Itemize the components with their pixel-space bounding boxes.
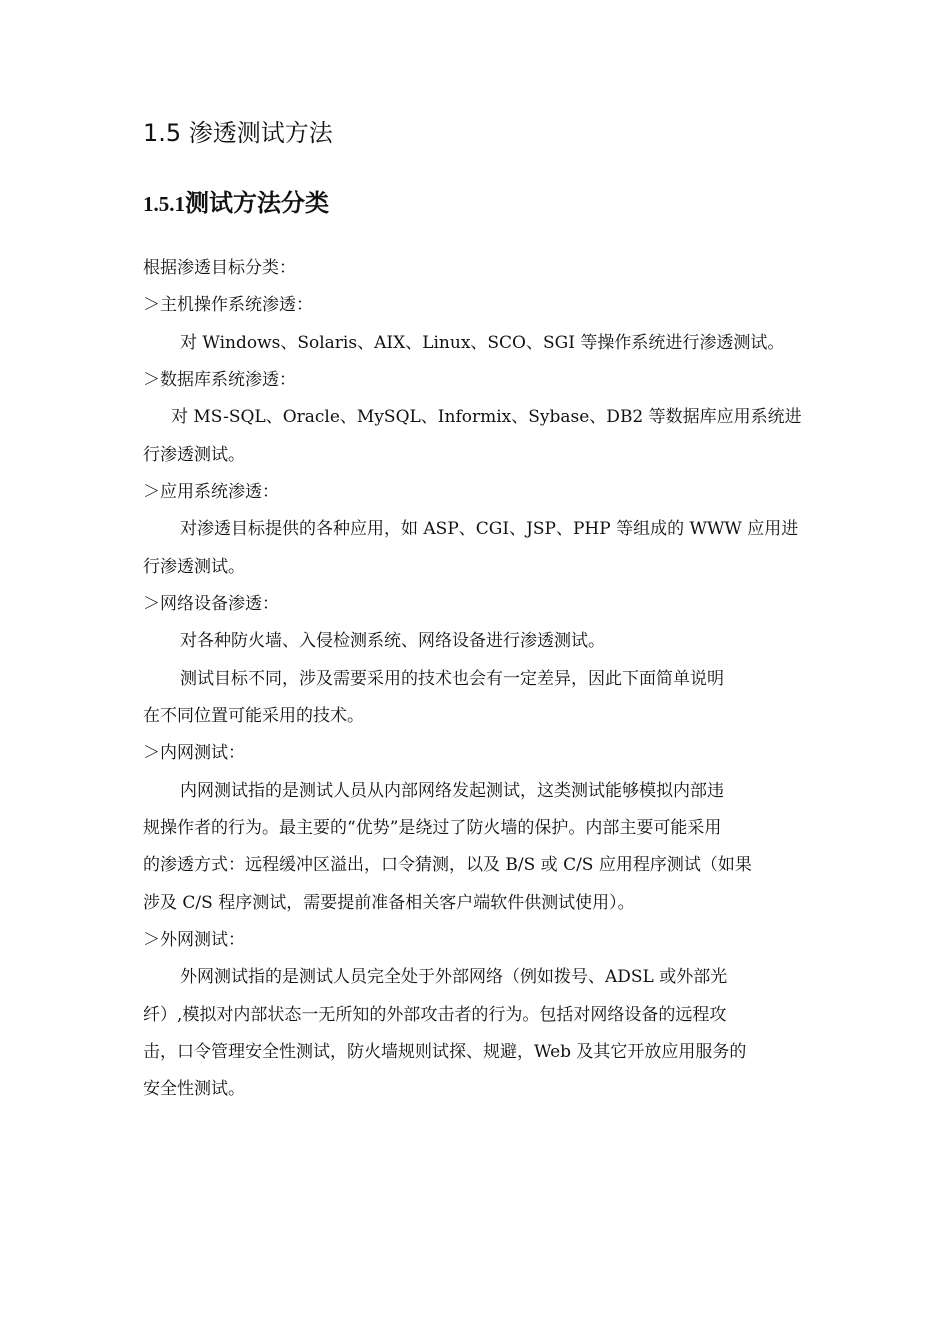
paragraph-line: 行渗透测试。 [143, 557, 245, 577]
paragraph-line: 击，口令管理安全性测试，防火墙规则试探、规避，Web 及其它开放应用服务的 [143, 1042, 747, 1062]
paragraph-line: 对 MS-SQL、Oracle、MySQL、Informix、Sybase、DB2 等数据库应用系统进 [171, 407, 802, 427]
paragraph-line: 对渗透目标提供的各种应用，如 ASP、CGI、JSP、PHP 等组成的 WWW 应用进 [180, 519, 799, 539]
list-heading-external-test: ＞外网测试： [143, 930, 245, 950]
list-heading-host-os: ＞主机操作系统渗透： [143, 295, 313, 315]
paragraph-line: 根据渗透目标分类： [143, 258, 296, 278]
paragraph-line: 在不同位置可能采用的技术。 [143, 706, 364, 726]
list-heading-application: ＞应用系统渗透： [143, 482, 279, 502]
list-heading-internal-test: ＞内网测试： [143, 743, 245, 763]
paragraph-line: 安全性测试。 [143, 1079, 245, 1099]
paragraph-line: 外网测试指的是测试人员完全处于外部网络（例如拨号、ADSL 或外部光 [180, 967, 728, 987]
subsection-title: 测试方法分类 [185, 188, 329, 217]
list-heading-database: ＞数据库系统渗透： [143, 370, 296, 390]
list-heading-network-device: ＞网络设备渗透： [143, 594, 279, 614]
section-heading: 1.5 渗透测试方法 [143, 119, 333, 147]
paragraph-line: 纤）,模拟对内部状态一无所知的外部攻击者的行为。包括对网络设备的远程攻 [143, 1005, 727, 1025]
subsection-heading [143, 186, 329, 221]
paragraph-line: 对各种防火墙、入侵检测系统、网络设备进行渗透测试。 [180, 631, 605, 651]
paragraph-line: 测试目标不同，涉及需要采用的技术也会有一定差异，因此下面简单说明 [180, 669, 724, 689]
subsection-number: 1.5.1 [143, 192, 185, 216]
paragraph-line: 内网测试指的是测试人员从内部网络发起测试，这类测试能够模拟内部违 [180, 781, 724, 801]
paragraph-line: 规操作者的行为。最主要的“优势”是绕过了防火墙的保护。内部主要可能采用 [143, 818, 722, 838]
paragraph-line: 对 Windows、Solaris、AIX、Linux、SCO、SGI 等操作系统进行渗透测试。 [180, 333, 785, 353]
paragraph-line: 涉及 C/S 程序测试，需要提前准备相关客户端软件供测试使用）。 [143, 893, 635, 913]
paragraph-line: 行渗透测试。 [143, 445, 245, 465]
paragraph-line: 的渗透方式：远程缓冲区溢出，口令猜测，以及 B/S 或 C/S 应用程序测试（如果 [143, 855, 752, 875]
